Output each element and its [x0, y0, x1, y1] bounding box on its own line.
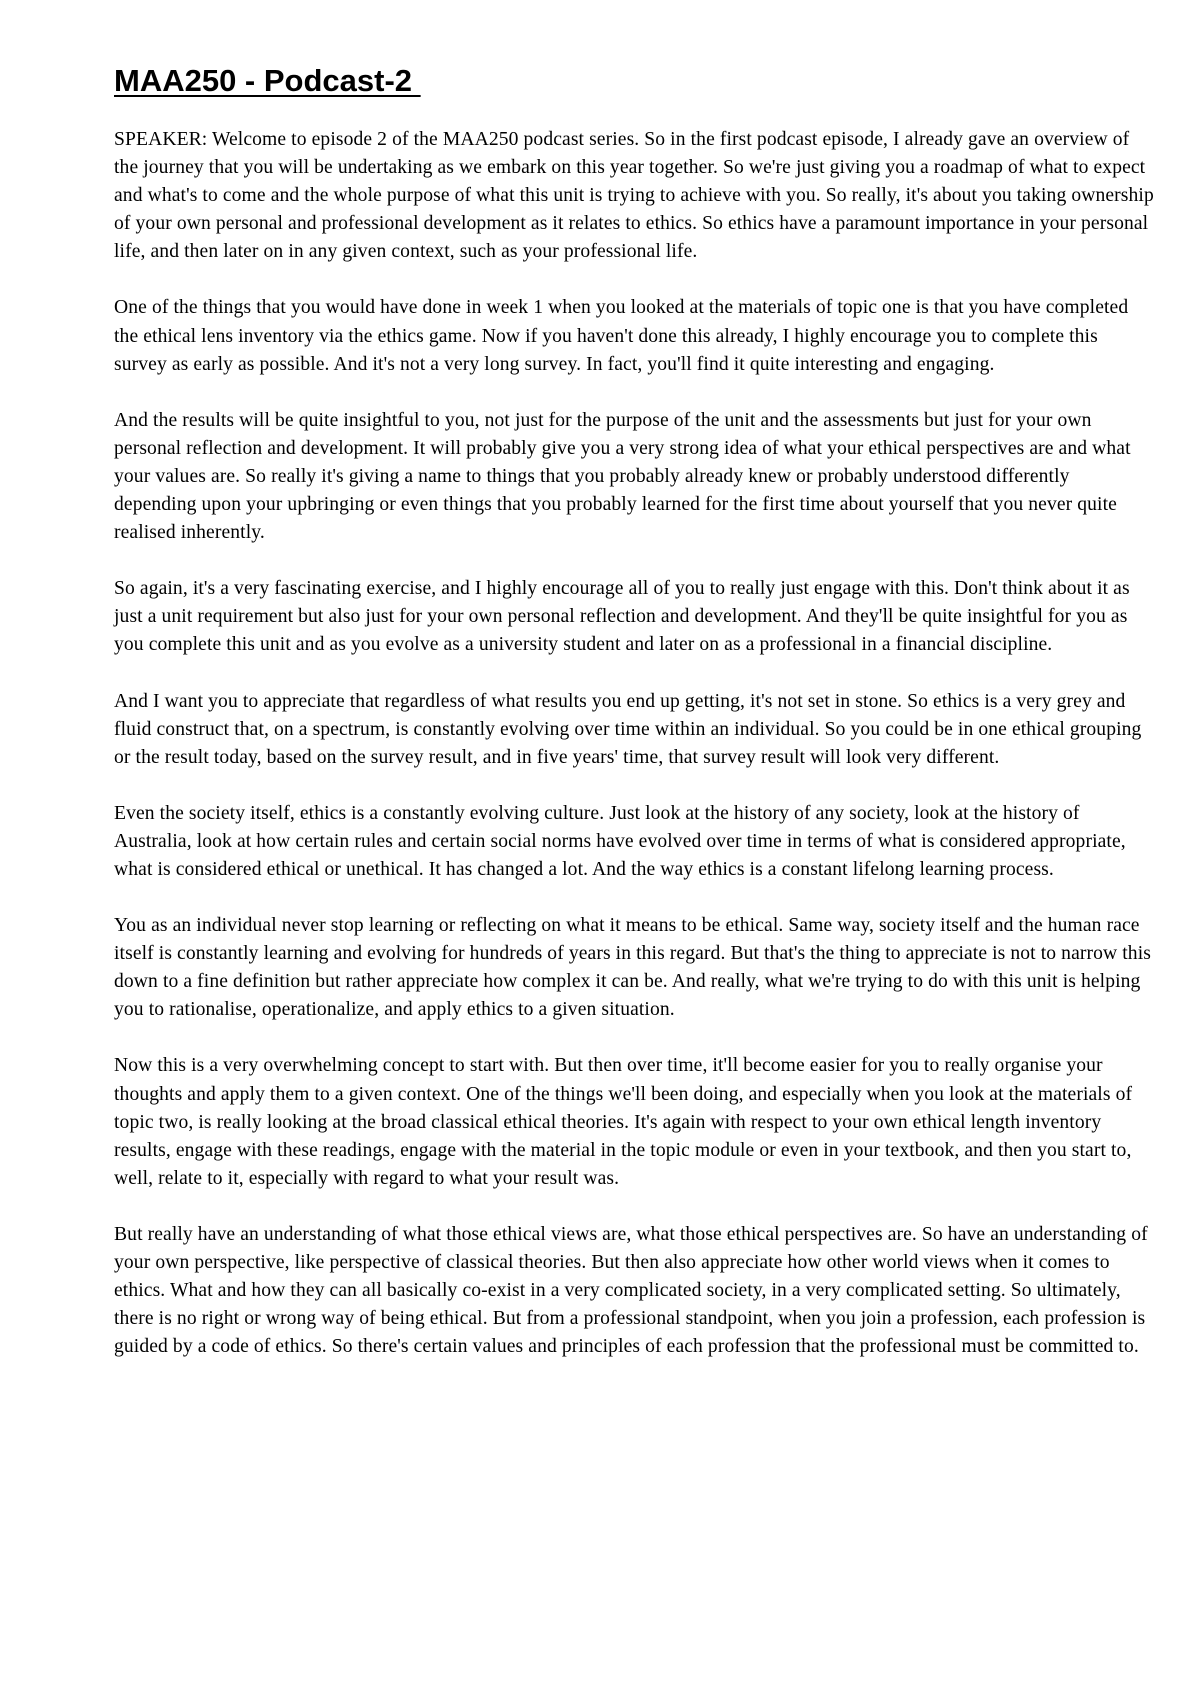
paragraph-5: And I want you to appreciate that regardless of what results you end up getting, it's not set in stone. So ethics is a very grey and fluid construct that, on a spectrum, is constantly evolving over time within an individual. So you could be in one ethical grouping or the result today, based on the survey result, and in five years' time, that survey result will look very different. — [114, 690, 1142, 768]
paragraph-7: You as an individual never stop learning or reflecting on what it means to be ethical. Same way, society itself and the human race itself is constantly learning and evolving for hundreds of years in this regard. But that's the thing to appreciate is not to narrow this down to a fine definition but rather appreciate how complex it can be. And really, what we're trying to do with this unit is helping you to rationalise, operationalize, and apply ethics to a given situation. — [114, 915, 1151, 1021]
paragraph-2: One of the things that you would have done in week 1 when you looked at the materials of topic one is that you have completed the ethical lens inventory via the ethics game. Now if you haven't done this already, I highly encourage you to complete this survey as early as possible. And it's not a very long survey. In fact, you'll find it quite interesting and engaging. — [114, 297, 1129, 375]
paragraph-9: But really have an understanding of what those ethical views are, what those ethical perspectives are. So have an understanding of your own perspective, like perspective of classical theories. But then also appreciate how other world views when it comes to ethics. What and how they can all basically co-exist in a very complicated society, in a very complicated setting. So ultimately, there is no right or wrong way of being ethical. But from a professional standpoint, when you join a profession, each profession is guided by a code of ethics. So there's certain values and principles of each profession that the professional must be committed to. — [114, 1223, 1148, 1358]
paragraph-6: Even the society itself, ethics is a constantly evolving culture. Just look at the history of any society, look at the history of Australia, look at how certain rules and certain social norms have evolved over time in terms of what is considered appropriate, what is considered ethical or unethical. It has changed a lot. And the way ethics is a constant lifelong learning process. — [114, 802, 1126, 880]
paragraph-8: Now this is a very overwhelming concept to start with. But then over time, it'll become easier for you to really organise your thoughts and apply them to a given context. One of the things we'll been doing, and especially when you look at the materials of topic two, is really looking at the broad classical ethical theories. It's again with respect to your own ethical length inventory results, engage with these readings, engage with the material in the topic module or even in your textbook, and then you start to, well, relate to it, especially with regard to what your result was. — [114, 1055, 1133, 1189]
document-title: MAA250 - Podcast-2 — [114, 63, 421, 98]
paragraph-4: So again, it's a very fascinating exercise, and I highly encourage all of you to really just engage with this. Don't think about it as just a unit requirement but also just for your own personal reflection and development. And they'll be quite insightful for you as you complete this unit and as you evolve as a university student and later on as a professional in a financial discipline. — [114, 578, 1130, 656]
paragraph-1: SPEAKER: Welcome to episode 2 of the MAA250 podcast series. So in the first podcast episode, I already gave an overview of the journey that you will be undertaking as we embark on this year together. So we're just giving you a roadmap of what to expect and what's to come and the whole purpose of what this unit is trying to achieve with you. So really, it's about you taking ownership of your own personal and professional development as it relates to ethics. So ethics have a paramount importance in your personal life, and then later on in any given context, such as your professional life. — [114, 129, 1154, 263]
paragraph-3: And the results will be quite insightful to you, not just for the purpose of the unit and the assessments but just for your own personal reflection and development. It will probably give you a very strong idea of what your ethical perspectives are and what your values are. So really it's giving a name to things that you probably already knew or probably understood differently depending upon your upbringing or even things that you probably learned for the first time about yourself that you never quite realised inherently. — [114, 409, 1131, 544]
document-page — [114, 56, 1154, 1389]
